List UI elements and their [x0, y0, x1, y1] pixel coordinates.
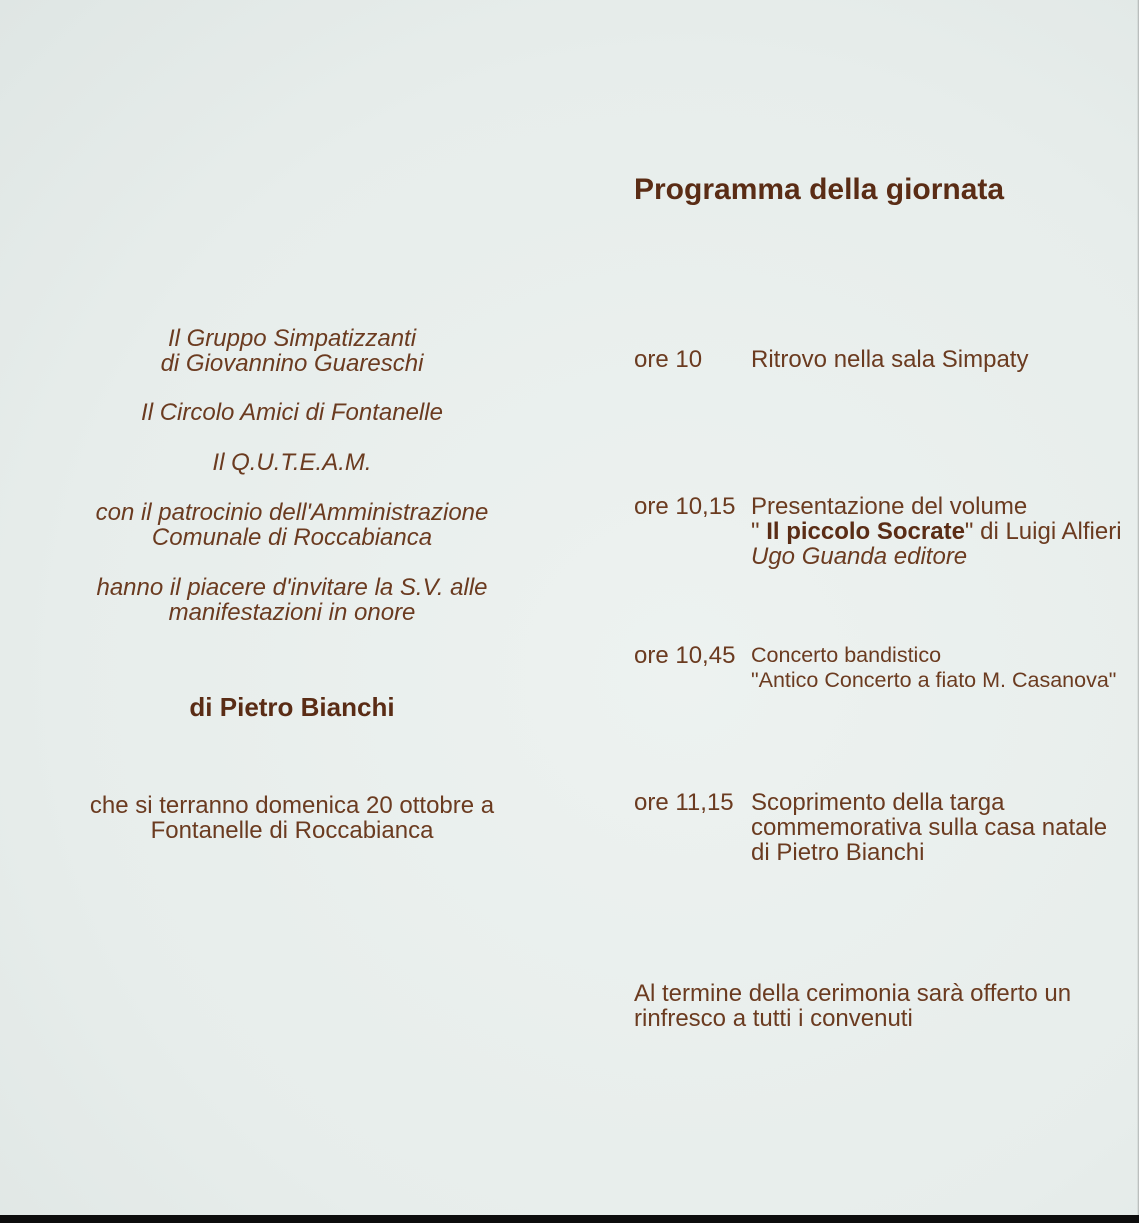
program-item [634, 790, 1129, 870]
closing-line: rinfresco a tutti i convenuti [634, 1005, 913, 1032]
invitation-line: manifestazioni in onore [168, 599, 416, 626]
scan-bottom-edge [0, 1215, 1139, 1223]
host-line: di Giovannino Guareschi [160, 350, 424, 377]
program-item [634, 347, 1129, 427]
patronage-line: Comunale di Roccabianca [151, 524, 433, 551]
program-description [751, 347, 1129, 372]
program-line: commemorativa sulla casa natale [751, 814, 1108, 841]
host-group-quteam [42, 450, 542, 475]
program-time: ore 10 [634, 346, 703, 373]
program-title: Programma della giornata [634, 173, 1005, 206]
date-place-line: Fontanelle di Roccabianca [150, 817, 434, 844]
program-time: ore 10,45 [634, 642, 736, 669]
program-line: di Pietro Bianchi [751, 839, 925, 866]
host-group-circolo [42, 400, 542, 425]
host-line: Il Gruppo Simpatizzanti [167, 325, 417, 352]
program-description [751, 790, 1129, 865]
invitation-line: hanno il piacere d'invitare la S.V. alle [96, 574, 488, 601]
book-line [751, 519, 1129, 544]
program-description [751, 494, 1129, 569]
closing-line: Al termine della cerimonia sarà offerto un [634, 980, 1072, 1007]
program-line: Concerto bandistico [751, 643, 942, 667]
program-line: "Antico Concerto a fiato M. Casanova" [751, 668, 1117, 692]
host-line: Il Circolo Amici di Fontanelle [141, 399, 443, 426]
program-item [634, 494, 1129, 574]
honoree-name: di Pietro Bianchi [189, 692, 395, 722]
book-title: Il piccolo Socrate [766, 518, 965, 545]
program-time: ore 10,15 [634, 493, 736, 520]
book-publisher: Ugo Guanda editore [751, 543, 968, 570]
book-open-quote: " [751, 518, 767, 545]
program-time: ore 11,15 [634, 789, 734, 816]
invitation-text [42, 575, 542, 625]
honoree-block [42, 692, 542, 722]
patronage [42, 500, 542, 550]
host-group-simpatizzanti [42, 326, 542, 376]
book-author: " di Luigi Alfieri [964, 518, 1122, 545]
date-place [42, 793, 542, 843]
host-line: Il Q.U.T.E.A.M. [212, 449, 372, 476]
program-item [634, 643, 1129, 723]
patronage-line: con il patrocinio dell'Amministrazione [95, 499, 489, 526]
program-line: Ritrovo nella sala Simpaty [751, 346, 1029, 373]
program-line: Presentazione del volume [751, 493, 1028, 520]
program-line: Scoprimento della targa [751, 789, 1005, 816]
closing-note [634, 981, 1114, 1031]
program-description [751, 643, 1129, 693]
date-place-line: che si terranno domenica 20 ottobre a [89, 792, 495, 819]
